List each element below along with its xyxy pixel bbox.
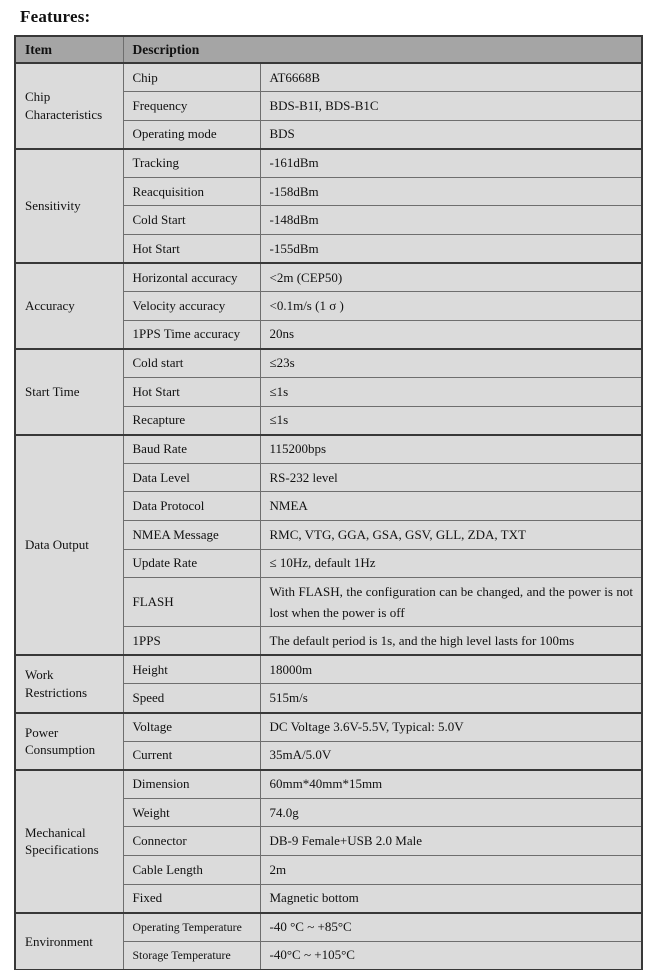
spec-label: Speed [123, 684, 260, 713]
spec-value: RS-232 level [260, 463, 642, 492]
spec-label: Cable Length [123, 856, 260, 885]
item-cell: Sensitivity [15, 149, 123, 263]
spec-label: 1PPS [123, 627, 260, 656]
item-cell: Chip Characteristics [15, 63, 123, 149]
spec-value: ≤ 10Hz, default 1Hz [260, 549, 642, 578]
item-cell: Accuracy [15, 263, 123, 349]
spec-label: Weight [123, 798, 260, 827]
spec-label: Height [123, 655, 260, 684]
spec-label: Current [123, 741, 260, 770]
spec-label: Reacquisition [123, 177, 260, 206]
spec-value: -40°C ~ +105°C [260, 941, 642, 970]
column-header-description: Description [123, 36, 642, 63]
spec-value: 18000m [260, 655, 642, 684]
spec-label: Cold Start [123, 206, 260, 235]
item-cell: Start Time [15, 349, 123, 435]
spec-value: 74.0g [260, 798, 642, 827]
item-cell: Mechanical Specifications [15, 770, 123, 913]
spec-row [15, 263, 642, 292]
spec-value: -161dBm [260, 149, 642, 178]
spec-label: Voltage [123, 713, 260, 742]
spec-value: BDS [260, 120, 642, 149]
item-cell: Data Output [15, 435, 123, 656]
spec-row [15, 713, 642, 742]
spec-row [15, 655, 642, 684]
spec-value: -40 °C ~ +85°C [260, 913, 642, 942]
spec-value: <0.1m/s (1 σ ) [260, 292, 642, 321]
spec-value: The default period is 1s, and the high level lasts for 100ms [260, 627, 642, 656]
spec-label: Data Protocol [123, 492, 260, 521]
spec-value: 60mm*40mm*15mm [260, 770, 642, 799]
spec-label: Connector [123, 827, 260, 856]
spec-value: ≤1s [260, 378, 642, 407]
spec-label: Dimension [123, 770, 260, 799]
spec-value: ≤1s [260, 406, 642, 435]
spec-value: 2m [260, 856, 642, 885]
spec-label: Hot Start [123, 235, 260, 264]
spec-value: AT6668B [260, 63, 642, 92]
spec-value: BDS-B1I, BDS-B1C [260, 92, 642, 121]
spec-value: 515m/s [260, 684, 642, 713]
spec-value: 115200bps [260, 435, 642, 464]
spec-value: <2m (CEP50) [260, 263, 642, 292]
spec-value: DB-9 Female+USB 2.0 Male [260, 827, 642, 856]
spec-value: ≤23s [260, 349, 642, 378]
spec-label: Operating Temperature [123, 913, 260, 942]
spec-row [15, 149, 642, 178]
spec-value: With FLASH, the configuration can be changed, and the power is not lost when the power is off [260, 578, 642, 627]
spec-label: Tracking [123, 149, 260, 178]
spec-value: RMC, VTG, GGA, GSA, GSV, GLL, ZDA, TXT [260, 521, 642, 550]
spec-label: Fixed [123, 884, 260, 913]
item-cell: Environment [15, 913, 123, 970]
spec-label: Horizontal accuracy [123, 263, 260, 292]
table-header-row [15, 36, 642, 63]
spec-label: Cold start [123, 349, 260, 378]
spec-value: -155dBm [260, 235, 642, 264]
spec-value: 20ns [260, 320, 642, 349]
item-cell: Power Consumption [15, 713, 123, 770]
spec-value: -148dBm [260, 206, 642, 235]
spec-value: -158dBm [260, 177, 642, 206]
spec-value: 35mA/5.0V [260, 741, 642, 770]
spec-label: NMEA Message [123, 521, 260, 550]
spec-label: 1PPS Time accuracy [123, 320, 260, 349]
spec-label: Storage Temperature [123, 941, 260, 970]
spec-label: Frequency [123, 92, 260, 121]
spec-row [15, 63, 642, 92]
spec-label: Baud Rate [123, 435, 260, 464]
spec-row [15, 913, 642, 942]
spec-label: FLASH [123, 578, 260, 627]
spec-label: Update Rate [123, 549, 260, 578]
spec-label: Recapture [123, 406, 260, 435]
spec-label: Hot Start [123, 378, 260, 407]
spec-label: Operating mode [123, 120, 260, 149]
column-header-item: Item [15, 36, 123, 63]
spec-label: Velocity accuracy [123, 292, 260, 321]
spec-value: NMEA [260, 492, 642, 521]
spec-value: Magnetic bottom [260, 884, 642, 913]
spec-row [15, 349, 642, 378]
spec-table [14, 35, 643, 970]
features-title: Features: [20, 7, 91, 26]
item-cell: Work Restrictions [15, 655, 123, 712]
spec-label: Chip [123, 63, 260, 92]
spec-value: DC Voltage 3.6V-5.5V, Typical: 5.0V [260, 713, 642, 742]
spec-label: Data Level [123, 463, 260, 492]
spec-row [15, 770, 642, 799]
spec-row [15, 435, 642, 464]
